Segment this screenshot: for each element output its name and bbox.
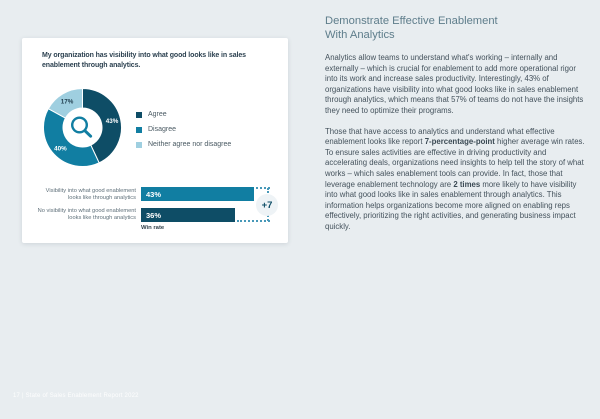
page-footer: 17 | State of Sales Enablement Report 2022 xyxy=(13,393,139,399)
paragraph-fragment: higher average win rates. To ensure sales activities are effective in driving productivity and accelerating deals, organizations need insights to help tell the story of what works – which sales enablement tools can provide. In fact, those that leverage enablement technology are xyxy=(325,137,585,189)
paragraph-fragment: Those that have access to analytics and understand what effective enablement looks like report xyxy=(325,126,555,147)
bar-value: 36% xyxy=(146,210,162,220)
paragraph-fragment: more likely to have visibility into what good looks like in sales enablement through analytics. This information helps organizations become more aligned on enabling reps effectively, prioritizing the right activities, and generating business impact quickly. xyxy=(325,179,577,231)
bar-visibility xyxy=(141,187,254,201)
chart-card-title: My organization has visibility into what good looks like in sales enablement through analytics. xyxy=(42,52,246,69)
paragraph-bold-stat: 7-percentage-point xyxy=(424,137,495,147)
bar-category-label: No visibility into what good enablement looks like through analytics xyxy=(37,208,136,222)
legend-label: Agree xyxy=(148,111,167,118)
article-paragraph-1: Analytics allow teams to understand what's working – internally and externally – which is crucial for enablement to add more operational rigor into its work and increase sales productivity. Interestingly, 43% of organizations have visibility into what good looks like in sales enablement through analytics, which means that 57% of teams do not have the insights they need to optimize their programs. xyxy=(325,53,584,115)
legend-label: Disagree xyxy=(148,126,177,133)
donut-segment-label: 43% xyxy=(105,118,119,126)
difference-guide-line-bottom xyxy=(237,220,270,222)
bar-no-visibility xyxy=(141,208,235,222)
legend-label: Neither agree nor disagree xyxy=(148,141,232,148)
donut-segment-label: 40% xyxy=(54,145,67,153)
bar-category-label: Visibility into what good enablement looks like through analytics xyxy=(45,188,136,202)
article-paragraph-2 xyxy=(325,127,585,233)
chart-card xyxy=(22,38,288,243)
paragraph-bold-stat: 2 times xyxy=(453,179,481,189)
article-heading: Demonstrate Effective Enablement With Analytics xyxy=(325,15,498,41)
x-axis-label: Win rate xyxy=(141,225,165,231)
difference-badge: +7 xyxy=(256,194,278,216)
donut-segment-label: 17% xyxy=(60,98,74,106)
win-rate-bar-chart xyxy=(22,38,288,243)
bar-value: 43% xyxy=(146,190,162,199)
article xyxy=(325,14,587,243)
